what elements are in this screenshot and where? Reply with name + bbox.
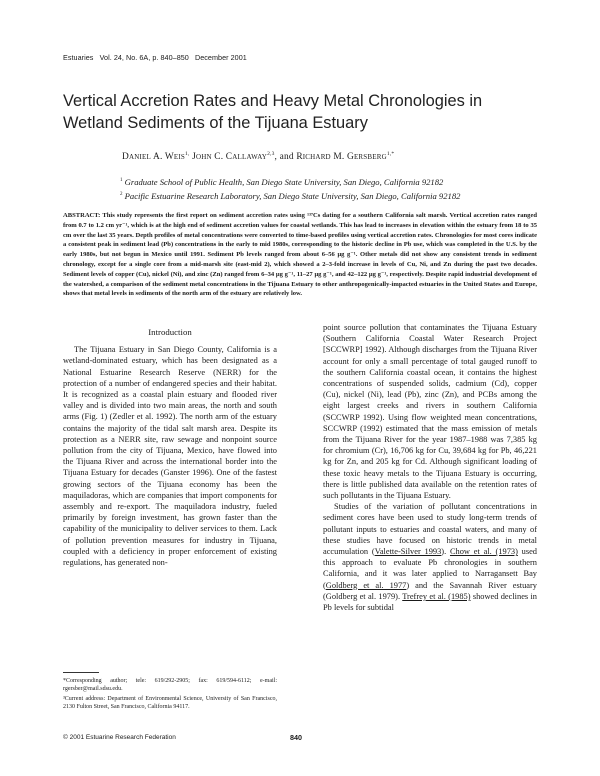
left-column	[63, 322, 277, 568]
author-2-affil-mark: 2,3	[267, 151, 275, 157]
abstract-label: ABSTRACT:	[63, 212, 101, 219]
affiliation-2-text: Pacific Estuarine Research Laboratory, San Diego State University, San Diego, California 92182	[124, 191, 461, 201]
copyright-notice: © 2001 Estuarine Research Federation	[63, 734, 176, 741]
citation-link-goldberg-1977[interactable]: Goldberg et al. 1977	[325, 580, 407, 590]
abstract	[63, 211, 537, 299]
journal-volume: Vol. 24, No. 6A, p. 840–850	[99, 53, 189, 62]
title-line-1: Vertical Accretion Rates and Heavy Metal Chronologies in	[63, 92, 483, 110]
author-conjunction: , and	[274, 152, 294, 163]
journal-date: December 2001	[195, 53, 247, 62]
journal-name: Estuaries	[63, 53, 94, 62]
paragraph-text: showed declines in Pb levels for subtidal	[323, 591, 537, 613]
right-column	[323, 322, 537, 613]
page-number: 840	[290, 733, 302, 742]
intro-paragraph-1: The Tijuana Estuary in San Diego County, California is a wetland-dominated estuary, which has been designated as a National Estuarine Research Reserve (NERR) for the protection of a number of endangered species and their habitat. It is recognized as a coastal plain estuary and flooded river valley and is divided into two main areas, the north and south arms (Fig. 1) (Zedler et al. 1992). The north arm of the estuary contains the majority of the tidal salt marsh area. Despite its protection as a NERR site, raw sewage and nonpoint source pollution from the city of Tijuana, Mexico, have flowed into the Tijuana River and across the international border into the Tijuana Estuary for decades (Ganster 1996). One of the fastest growing sectors of the Tijuana economy has been the maquiladoras, which are companies that import components for assembly and re-export. The maquiladora industry, fueled primarily by foreign investment, has grown faster than the capability of the municipality to deliver services to them. Lack of pollution prevention measures for industry in Tijuana, coupled with a deficiency in proper enforcement of existing regulations, has generated non-	[63, 345, 277, 568]
affiliation-2	[120, 191, 460, 201]
citation-link-valette-silver-1993[interactable]: Valette-Silver 1993	[374, 547, 442, 557]
footnote-current-address: ³Current address: Department of Environmental Science, University of San Francisco, 2130 Fulton Street, San Francisco, California 94117.	[63, 696, 277, 711]
paragraph-text: ) and the Savannah River estuary (Goldberg et al. 1979).	[323, 580, 537, 601]
affiliation-1-mark: 1	[120, 178, 123, 184]
paragraph-text: Studies of the variation of pollutant concentrations in sediment cores have been used to study long-term trends of pollutant inputs to estuaries and coastal waters, and many of these studies have focused on historic trends in metal accumulation (	[323, 502, 537, 557]
author-3: Richard M. Gersberg	[296, 152, 387, 163]
affiliation-1	[120, 177, 443, 187]
title-line-2: Wetland Sediments of the Tijuana Estuary	[63, 114, 368, 132]
paragraph-text: ).	[441, 547, 450, 557]
author-list	[122, 151, 394, 162]
author-1-affil-mark: 1,	[185, 151, 190, 157]
abstract-text: This study represents the first report on sediment accretion rates using ¹³⁷Cs dating for a southern California salt marsh. Vertical accretion rates ranged from 0.7 to 1.2 cm yr⁻¹, which is at the high end of sediment accretion values for coastal wetlands. This has lead to increases in elevation within the estuary from 18 to 35 cm over the last 35 years. Depth profiles of metal concentrations were converted to time-based profiles using vertical accretion rates. Chronologies for most cores indicate a consistent peak in sediment lead (Pb) concentrations in the early to mid 1980s, corresponding to the historic decline in Pb use, which was completed in the U.S. by the early 1980s, but not begun in Mexico until 1991. Sediment Pb levels ranged from about 6–56 μg g⁻¹. Other metals did not show any consistent trends in sediment chronology, except for a single core from a mid-marsh site (east-mid 2), which showed a 2–3-fold increase in levels of Cu, Ni, and Zn during the past two decades. Sediment levels of copper (Cu), nickel (Ni), and zinc (Zn) ranged from 6–34 μg g⁻¹, 11–27 μg g⁻¹, and 42–122 μg g⁻¹, respectively. Despite rapid industrial development of the watershed, a comparison of the sediment metal concentrations in the Tijuana Estuary to other anthropogenically-impacted estuaries in the United States and Europe, shows that metal levels in sediments of the north arm of the estuary are relatively low.	[63, 212, 537, 298]
citation-link-trefrey-1985[interactable]: Trefrey et al. (1985)	[402, 591, 471, 601]
author-2: John C. Callaway	[192, 152, 268, 163]
intro-paragraph-1-continued: point source pollution that contaminates the Tijuana Estuary (Southern California Coastal Water Research Project [SCCWRP] 1992). Although discharges from the Tijuana River account for only a small percentage of total gauged runoff to the southern California coastal ocean, it contains the highest concentrations of suspended solids, cadmium (Cd), copper (Cu), nickel (Ni), lead (Pb), zinc (Zn), and PCBs among the eight largest creeks and rivers in southern California (SCCWRP 1992). Using flow weighted mean concentrations, SCCWRP (1992) estimated that the mass emission of metals from the Tijuana River for the year 1987–1988 was 7,385 kg for chromium (Cr), 16,706 kg for Cu, 39,684 kg for Pb, 46,221 kg for Zn, and 205 kg for Cd. Although significant loading of these toxic heavy metals to the Tijuana Estuary is occurring, there is little published data available on the retention rates of such pollutants in the Tijuana Estuary.	[323, 323, 537, 501]
affiliation-1-text: Graduate School of Public Health, San Diego State University, San Diego, California 92182	[124, 177, 444, 187]
citation-link-chow-1973[interactable]: Chow et al. (1973)	[449, 547, 518, 557]
footnote-corresponding-author: *Corresponding author; tele: 619/292-2905; fax: 619/594-6112; e-mail: rgersber@mail.sdsu.edu.	[63, 678, 277, 693]
affiliation-2-mark: 2	[120, 192, 123, 198]
section-heading-introduction: Introduction	[148, 327, 192, 337]
author-3-affil-mark: 1,*	[386, 151, 395, 157]
paragraph-text: used this approach to evaluate Pb chronologies in southern California, and it was later applied to Narragansett Bay (	[323, 547, 537, 590]
journal-citation-line	[63, 53, 247, 62]
footnote-divider	[63, 672, 99, 673]
author-1: Daniel A. Weis	[122, 152, 186, 163]
article-title	[63, 90, 543, 134]
intro-paragraph-2	[323, 501, 537, 613]
